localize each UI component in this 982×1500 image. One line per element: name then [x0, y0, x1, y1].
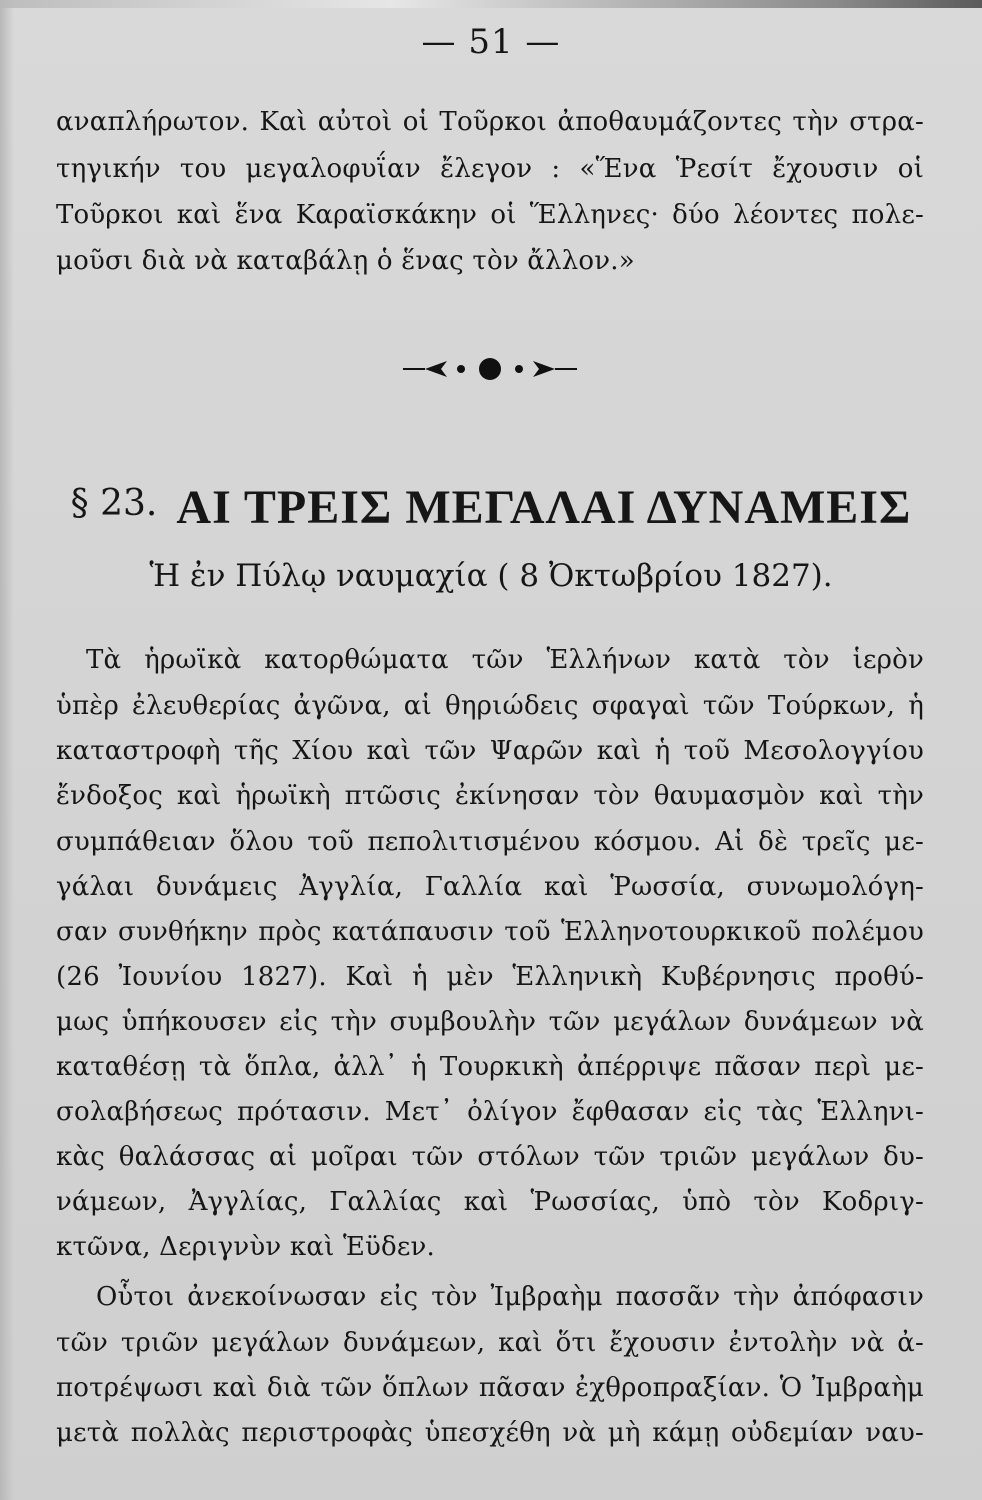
text-line: ἔνδοξος καὶ ἡρωϊκὴ πτῶσις ἐκίνησαν τὸν θαυμασμὸν καὶ τὴν: [56, 781, 924, 811]
text-line: αναπλήρωτον. Καὶ αὐτοὶ οἱ Τοῦρκοι ἀποθαυμάζοντες τὴν στρα-: [56, 107, 924, 137]
text-line: μετὰ πολλὰς περιστροφὰς ὑπεσχέθη νὰ μὴ κάμῃ οὐδεμίαν ναυ-: [56, 1418, 924, 1448]
text-line: ὑπὲρ ἐλευθερίας ἀγῶνα, αἱ θηριώδεις σφαγαὶ τῶν Τούρκων, ἡ: [56, 691, 924, 721]
text-line: Οὗτοι ἀνεκοίνωσαν εἰς τὸν Ἰμβραὴμ πασσᾶν τὴν ἀπόφασιν: [96, 1282, 924, 1312]
text-line: κτῶνα, Δεριγνὺν καὶ Ἑϋδεν.: [56, 1232, 436, 1262]
section-title: ΑΙ ΤΡΕΙΣ ΜΕΓΑΛΑΙ ΔΥΝΑΜΕΙΣ: [176, 481, 912, 534]
page-left-edge-shadow: [0, 0, 14, 1500]
text-line: ποτρέψωσι καὶ διὰ τῶν ὅπλων πᾶσαν ἐχθροπραξίαν. Ὁ Ἰμβραὴμ: [56, 1373, 924, 1403]
text-line: νάμεων, Ἀγγλίας, Γαλλίας καὶ Ῥωσσίας, ὑπὸ τὸν Κοδριγ-: [56, 1187, 924, 1217]
text-line: Τοῦρκοι καὶ ἕνα Καραϊσκάκην οἱ Ἕλληνες· δύο λέοντες πολε-: [56, 200, 924, 230]
text-line: μοῦσι διὰ νὰ καταβάλῃ ὁ ἕνας τὸν ἄλλον.»: [56, 246, 635, 276]
section-subtitle: Ἡ ἐν Πύλῳ ναυμαχία ( 8 Ὀκτωβρίου 1827).: [149, 558, 833, 594]
text-line: καταστροφὴ τῆς Χίου καὶ τῶν Ψαρῶν καὶ ἡ τοῦ Μεσολογγίου: [56, 736, 924, 766]
text-line: σαν συνθήκην πρὸς κατάπαυσιν τοῦ Ἑλληνοτουρκικοῦ πολέμου: [56, 917, 924, 947]
section-number: § 23.: [70, 483, 158, 524]
section-heading: [0, 480, 982, 535]
page-top-edge-shadow: [0, 0, 982, 8]
text-line: τῶν τριῶν μεγάλων δυνάμεων, καὶ ὅτι ἔχουσιν ἐντολὴν νὰ ἀ-: [56, 1328, 924, 1358]
text-line: τηγικήν του μεγαλοφυΐαν ἔλεγον : «Ἕνα Ῥεσίτ ἔχουσιν οἱ: [56, 154, 924, 184]
text-line: μως ὑπήκουσεν εἰς τὴν συμβουλὴν τῶν μεγάλων δυνάμεων νὰ: [56, 1007, 924, 1037]
text-line: (26 Ἰουνίου 1827). Καὶ ἡ μὲν Ἑλληνικὴ Κυβέρνησις προθύ-: [56, 962, 924, 992]
page-number: — 51 —: [421, 22, 561, 62]
text-line: γάλαι δυνάμεις Ἀγγλία, Γαλλία καὶ Ῥωσσία, συνωμολόγη-: [56, 872, 924, 902]
ornament-divider-icon: [401, 352, 579, 386]
text-line: Τὰ ἡρωϊκὰ κατορθώματα τῶν Ἑλλήνων κατὰ τὸν ἱερὸν: [86, 645, 924, 675]
text-line: καταθέσῃ τὰ ὅπλα, ἀλλ᾽ ἡ Τουρκικὴ ἀπέρριψε πᾶσαν περὶ με-: [56, 1052, 924, 1082]
text-line: συμπάθειαν ὅλου τοῦ πεπολιτισμένου κόσμου. Αἱ δὲ τρεῖς με-: [56, 827, 924, 857]
text-line: κὰς θαλάσσας αἱ μοῖραι τῶν στόλων τῶν τριῶν μεγάλων δυ-: [56, 1142, 924, 1172]
text-line: σολαβήσεως πρότασιν. Μετ᾽ ὀλίγον ἔφθασαν εἰς τὰς Ἑλληνι-: [56, 1097, 924, 1127]
